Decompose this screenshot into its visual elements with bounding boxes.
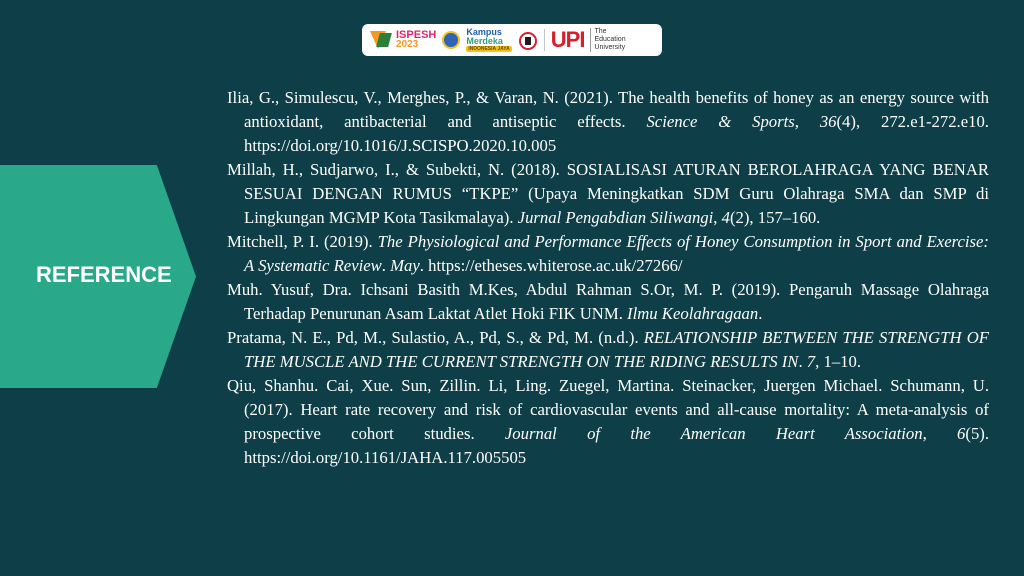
ref-title: The Physiological and Performance Effects of Honey Consumption in Sport and Exercise: A Systematic Review xyxy=(244,232,989,275)
ref-journal: Ilmu Keolahragaan xyxy=(627,304,759,323)
ref-text: Millah, H., Sudjarwo, I., & Subekti, N. (2018). SOSIALISASI ATURAN BEROLAHRAGA YANG BENAR SESUAI DENGAN RUMUS “TKPE” (Upaya Meningkatkan SDM Guru Olahraga SMA dan SMP di Lingkungan MGMP Kota Tasikmalaya). xyxy=(227,160,989,227)
reference-entry xyxy=(227,326,989,374)
ref-tail: (2), 157–160. xyxy=(729,208,821,227)
upi-logo-caption xyxy=(590,28,625,52)
ispesh-logo xyxy=(368,29,436,51)
ref-journal: Journal of the American Heart Association xyxy=(504,424,923,443)
kampus-logo-line2: Merdeka xyxy=(466,36,503,46)
ref-tail: . xyxy=(758,304,763,323)
reference-entry xyxy=(227,374,989,470)
reference-entry xyxy=(227,86,989,158)
ref-sep: , xyxy=(713,208,722,227)
ref-volume: 7 xyxy=(806,352,816,371)
kampus-merdeka-logo xyxy=(466,28,511,52)
ref-tail: . https://etheses.whiterose.ac.uk/27266/ xyxy=(419,256,683,275)
upi-logo-mark: UPI xyxy=(550,27,585,52)
ref-tail: (4), 272.e1-272.e10. https://doi.org/10.1016/J.SCISPO.2020.10.005 xyxy=(244,112,989,155)
ref-tail: , 1–10. xyxy=(815,352,862,371)
ref-text: Muh. Yusuf, Dra. Ichsani Basith M.Kes, Abdul Rahman S.Or, M. P. (2019). Pengaruh Massage Olahraga Terhadap Penurunan Asam Laktat Atlet Hoki FIK UNM. xyxy=(227,280,989,323)
ref-volume: 4 xyxy=(721,208,730,227)
ref-text: Qiu, Shanhu. Cai, Xue. Sun, Zillin. Li, Ling. Zuegel, Martina. Steinacker, Juergen Michael. Schumann, U. (2017). Heart rate recovery and risk of cardiovascular events and all-cause mortality: A meta-analysis of prospective cohort studies. xyxy=(227,376,989,443)
ispesh-emblem-icon xyxy=(368,29,394,51)
reference-entry xyxy=(227,230,989,278)
upi-caption-line: University xyxy=(594,44,626,51)
upi-caption-line: The xyxy=(594,28,607,35)
ref-text: Ilia, G., Simulescu, V., Merghes, P., & Varan, N. (2021). The health benefits of honey as an energy source with antioxidant, antibacterial and antiseptic effects. xyxy=(227,88,989,131)
ref-sep: , xyxy=(922,424,958,443)
ref-sep: , xyxy=(794,112,820,131)
ref-tail: (5). https://doi.org/10.1161/JAHA.117.005505 xyxy=(244,424,990,467)
ref-journal: Science & Sports xyxy=(646,112,795,131)
ref-sep: . xyxy=(381,256,391,275)
upi-caption-line: Education xyxy=(594,36,626,43)
logo-divider xyxy=(544,29,545,51)
kampus-logo-line1: Kampus xyxy=(466,27,502,37)
tut-wuri-handayani-icon xyxy=(442,31,460,49)
ref-volume: 6 xyxy=(957,424,966,443)
ref-journal: Jurnal Pengabdian Siliwangi xyxy=(517,208,714,227)
sponsor-logo-bar xyxy=(362,24,662,56)
reference-entry xyxy=(227,158,989,230)
ispesh-logo-year: 2023 xyxy=(396,39,419,50)
upi-emblem-icon xyxy=(518,29,538,51)
reference-list xyxy=(227,86,989,470)
ref-text: Pratama, N. E., Pd, M., Sulastio, A., Pd, S., & Pd, M. (n.d.). xyxy=(227,328,644,347)
ref-volume: 36 xyxy=(819,112,837,131)
section-heading: REFERENCE xyxy=(36,262,172,287)
ref-month: May xyxy=(390,256,420,275)
ref-text: Mitchell, P. I. (2019). xyxy=(227,232,378,251)
ispesh-logo-title: ISPESH xyxy=(396,29,437,41)
kampus-logo-tag: INDONESIA JAYA xyxy=(468,46,510,52)
reference-entry xyxy=(227,278,989,326)
ref-sep: . xyxy=(798,352,807,371)
ref-title: RELATIONSHIP BETWEEN THE STRENGTH OF THE MUSCLE AND THE CURRENT STRENGTH ON THE RIDING RESULTS IN xyxy=(244,328,989,371)
